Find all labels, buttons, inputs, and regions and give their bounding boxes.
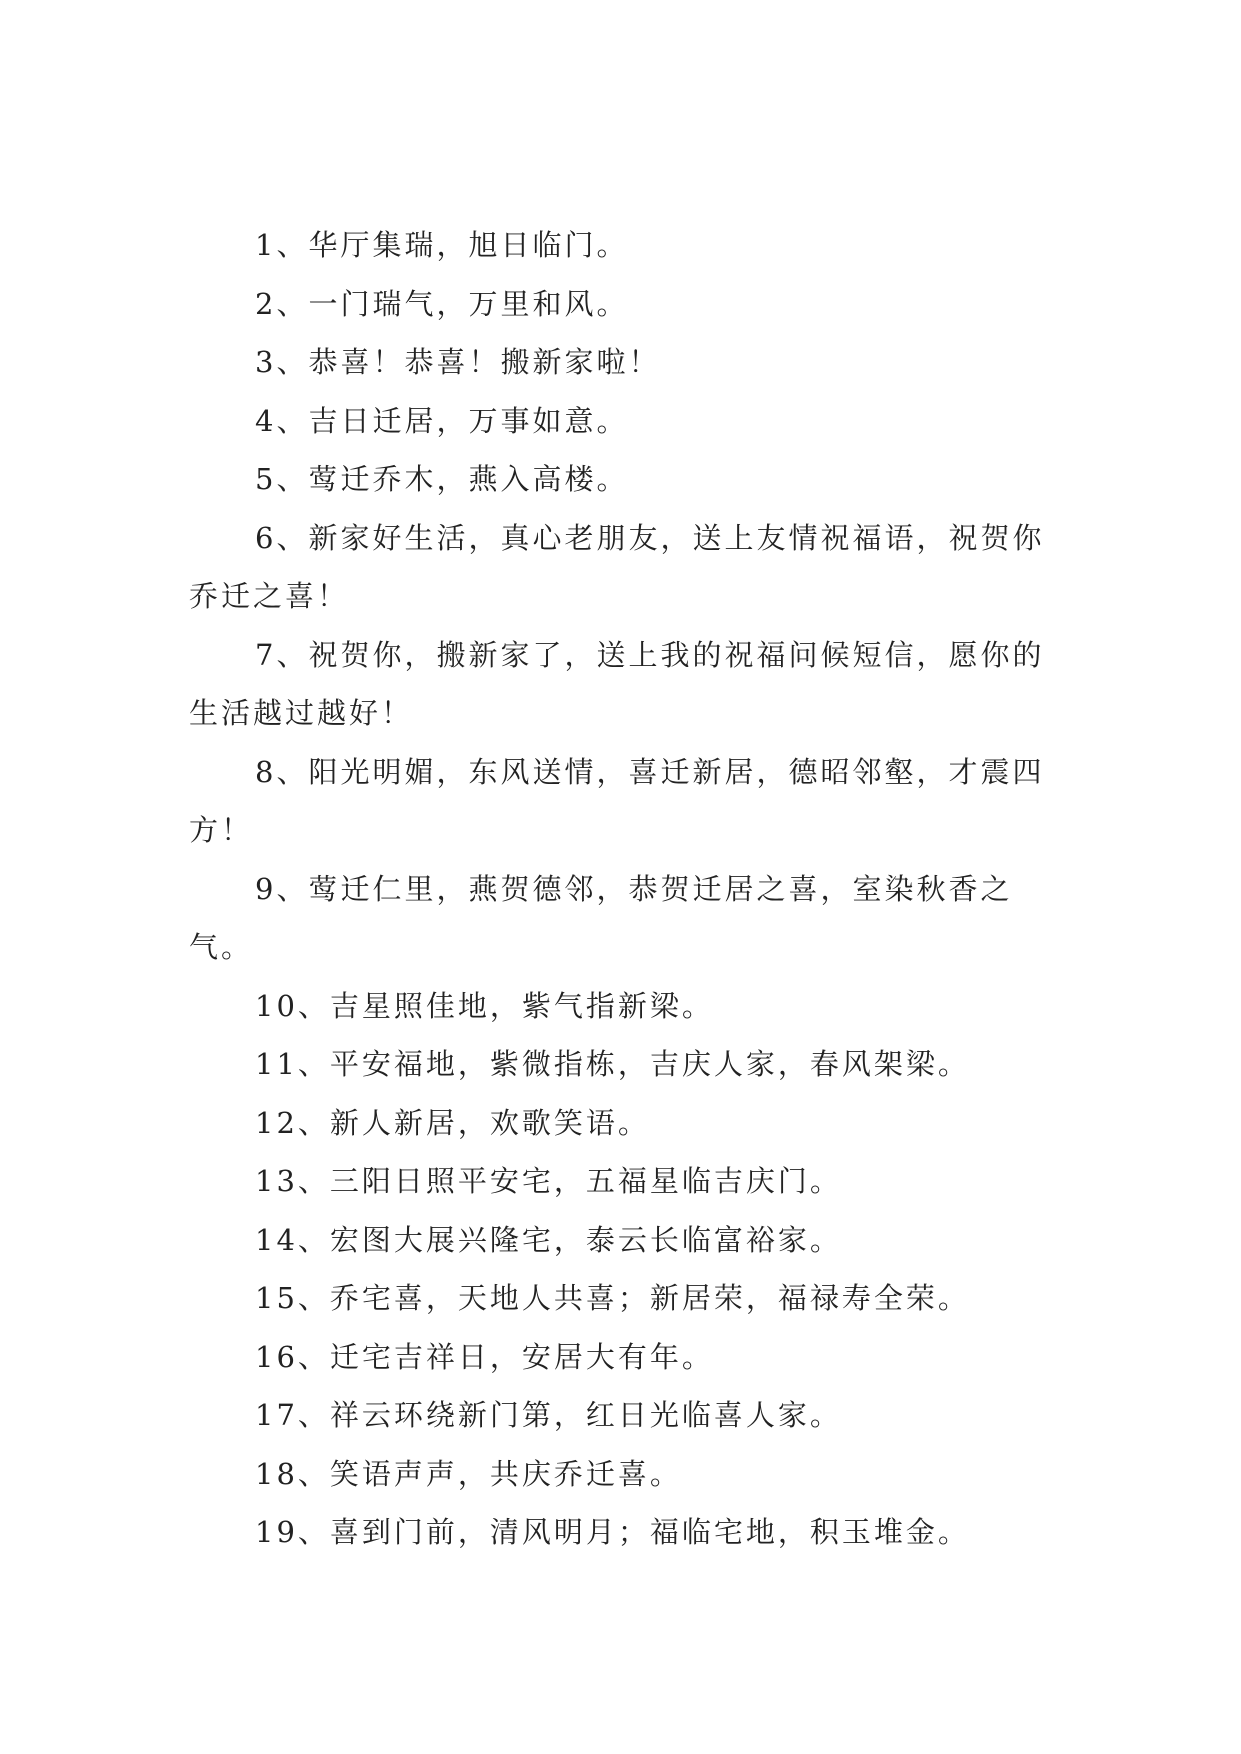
paragraph-7: 7、祝贺你，搬新家了，送上我的祝福问候短信，愿你的生活越过越好！ [189, 637, 1045, 730]
paragraph-8: 8、阳光明媚，东风送情，喜迁新居，德昭邻壑，才震四方！ [189, 754, 1045, 847]
paragraph-2: 2、一门瑞气，万里和风。 [255, 286, 629, 321]
paragraph-14: 14、宏图大展兴隆宅，泰云长临富裕家。 [255, 1222, 842, 1257]
paragraph-12: 12、新人新居，欢歌笑语。 [255, 1105, 650, 1140]
document-body [189, 216, 1055, 1562]
paragraph-18: 18、笑语声声，共庆乔迁喜。 [255, 1456, 682, 1491]
paragraph-3: 3、恭喜！恭喜！搬新家啦！ [255, 345, 661, 379]
paragraph-10: 10、吉星照佳地，紫气指新梁。 [255, 988, 714, 1023]
paragraph-15: 15、乔宅喜，天地人共喜；新居荣，福禄寿全荣。 [255, 1281, 970, 1315]
paragraph-6: 6、新家好生活，真心老朋友，送上友情祝福语，祝贺你乔迁之喜！ [189, 520, 1045, 613]
paragraph-4: 4、吉日迁居，万事如意。 [255, 403, 629, 438]
paragraph-11: 11、平安福地，紫微指栋，吉庆人家，春风架梁。 [255, 1047, 970, 1081]
paragraph-16: 16、迁宅吉祥日，安居大有年。 [255, 1339, 714, 1374]
paragraph-5: 5、莺迁乔木，燕入高楼。 [255, 462, 629, 496]
paragraph-1: 1、华厅集瑞，旭日临门。 [255, 228, 629, 262]
paragraph-13: 13、三阳日照平安宅，五福星临吉庆门。 [255, 1164, 842, 1198]
paragraph-19: 19、喜到门前，清风明月；福临宅地，积玉堆金。 [255, 1515, 970, 1549]
paragraph-9: 9、莺迁仁里，燕贺德邻，恭贺迁居之喜，室染秋香之气。 [189, 871, 1013, 964]
paragraph-17: 17、祥云环绕新门第，红日光临喜人家。 [255, 1398, 842, 1432]
